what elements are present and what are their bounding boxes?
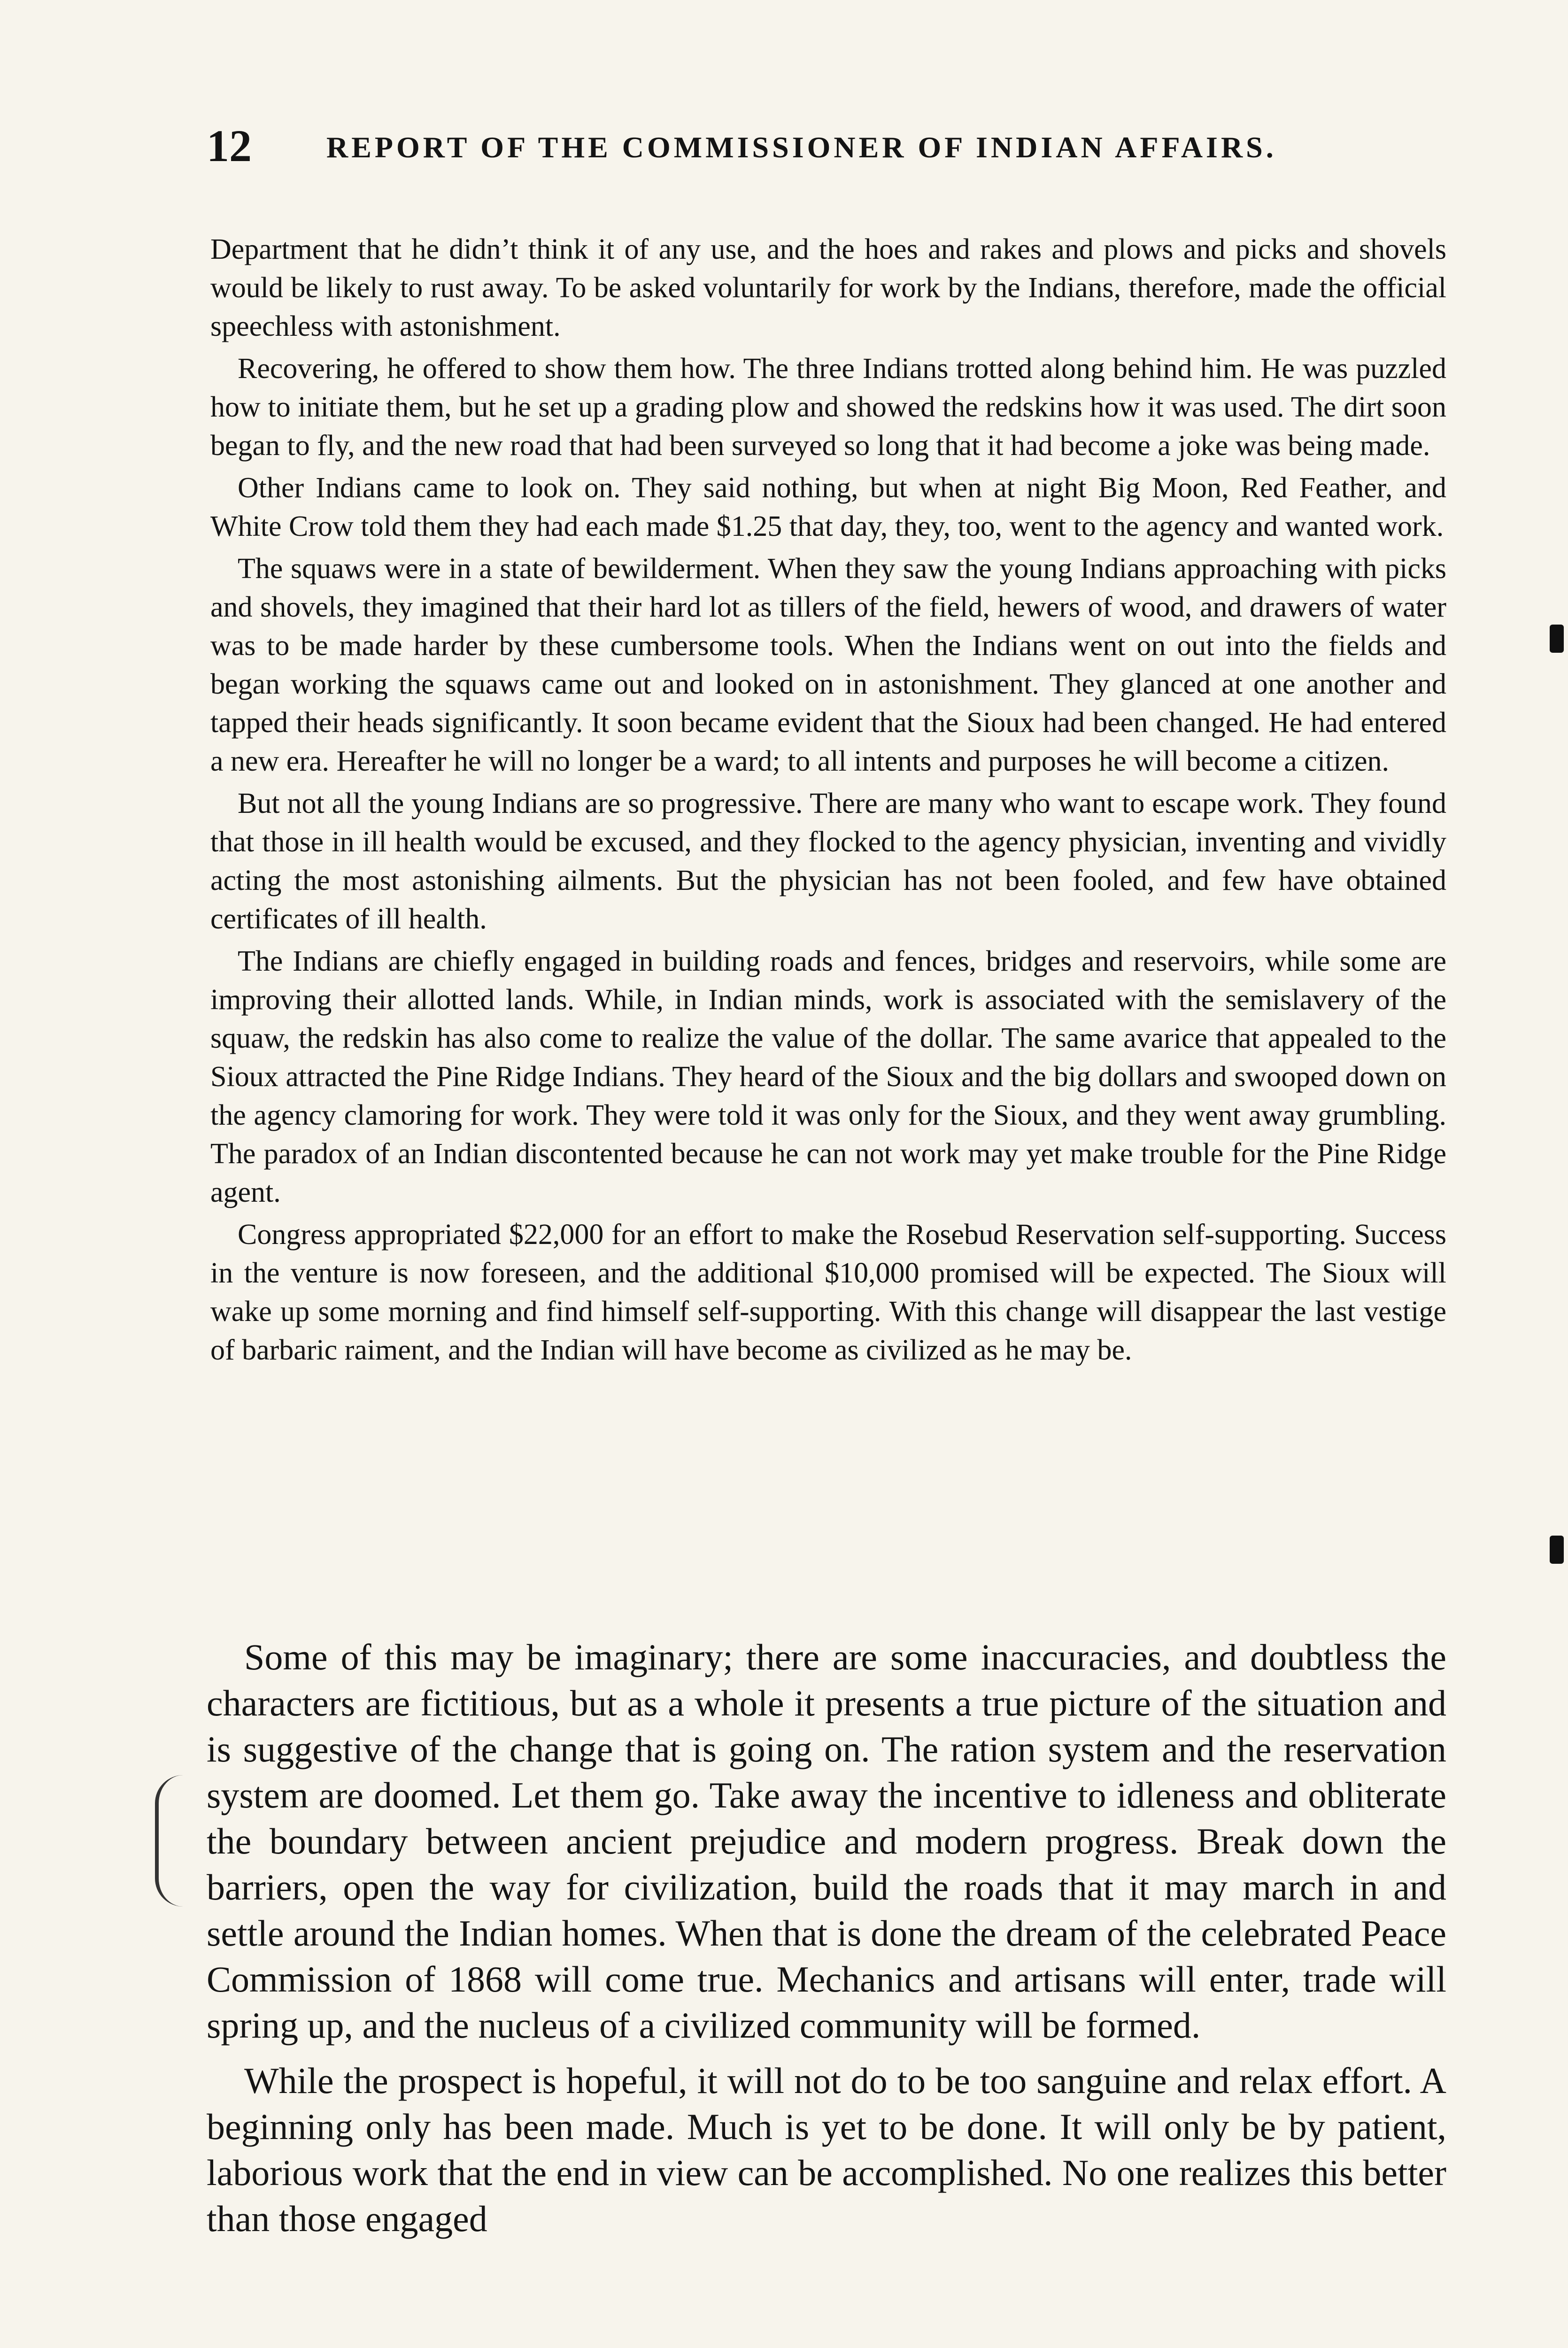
quote-paragraph: Department that he didn’t think it of any use, and the hoes and rakes and plows and picks and shovels would be likely to rust away. To be asked voluntarily for work by the Indians, therefore, made the official speechless with astonishment. xyxy=(210,233,1446,342)
report-body xyxy=(207,1634,1446,2251)
quote-paragraph: But not all the young Indians are so progressive. There are many who want to escape work. They found that those in ill health would be excused, and they flocked to the agency physician, inventing and vividly acting the most astonishing ailments. But the physician has not been fooled, and few have obtained certificates of ill health. xyxy=(210,788,1446,935)
quote-paragraph: Congress appropriated $22,000 for an effort to make the Rosebud Reservation self-supporting. Success in the venture is now foreseen, and the additional $10,000 promised will be expected. The Sioux will wake up some morning and find himself self-supporting. With this change will disappear the last vestige of barbaric raiment, and the Indian will have become as civilized as he may be. xyxy=(210,1219,1446,1366)
edge-mark xyxy=(1550,625,1564,653)
quoted-article xyxy=(210,230,1446,1373)
body-paragraph: Some of this may be imaginary; there are some inaccuracies, and doubtless the characters are fictitious, but as a whole it presents a true picture of the situation and is suggestive of the change that is going on. The ration system and the reservation system are doomed. Let them go. Take away the incentive to idleness and obliterate the boundary between ancient prejudice and modern progress. Break down the barriers, open the way for civilization, build the roads that it may march in and settle around the Indian homes. When that is done the dream of the celebrated Peace Commission of 1868 will come true. Mechanics and artisans will enter, trade will spring up, and the nucleus of a civilized community will be formed. xyxy=(207,1637,1446,2046)
edge-mark xyxy=(1550,1536,1564,1564)
quote-paragraph: The squaws were in a state of bewilderment. When they saw the young Indians approaching with picks and shovels, they imagined that their hard lot as tillers of the field, hewers of wood, and drawers of water was to be made harder by these cumbersome tools. When the Indians went on out into the fields and began working the squaws came out and looked on in astonishment. They glanced at one another and tapped their heads significantly. It soon became evident that the Sioux had been changed. He had entered a new era. Hereafter he will no longer be a ward; to all intents and purposes he will become a citizen. xyxy=(210,553,1446,777)
page-header xyxy=(207,120,1324,181)
quote-paragraph: Other Indians came to look on. They said nothing, but when at night Big Moon, Red Feather, and White Crow told them they had each made $1.25 that day, they, too, went to the agency and wanted work. xyxy=(210,472,1446,542)
running-head: REPORT OF THE COMMISSIONER OF INDIAN AFFAIRS. xyxy=(326,131,1277,164)
quote-paragraph: Recovering, he offered to show them how. The three Indians trotted along behind him. He was puzzled how to initiate them, but he set up a grading plow and showed the redskins how it was used. The dirt soon began to fly, and the new road that had been surveyed so long that it had become a joke was being made. xyxy=(210,353,1446,462)
quote-paragraph: The Indians are chiefly engaged in building roads and fences, bridges and reservoirs, while some are improving their allotted lands. While, in Indian minds, work is associated with the semislavery of the squaw, the redskin has also come to realize the value of the dollar. The same avarice that appealed to the Sioux attracted the Pine Ridge Indians. They heard of the Sioux and the big dollars and swooped down on the agency clamoring for work. They were told it was only for the Sioux, and they went away grumbling. The paradox of an Indian discontented because he can not work may yet make trouble for the Pine Ridge agent. xyxy=(210,945,1446,1208)
margin-bracket xyxy=(155,1775,187,1907)
body-paragraph: While the prospect is hopeful, it will not do to be too sanguine and relax effort. A beginning only has been made. Much is yet to be done. It will only be by patient, laborious work that the end in view can be accomplished. No one realizes this better than those engaged xyxy=(207,2060,1446,2239)
page-number: 12 xyxy=(207,121,252,171)
